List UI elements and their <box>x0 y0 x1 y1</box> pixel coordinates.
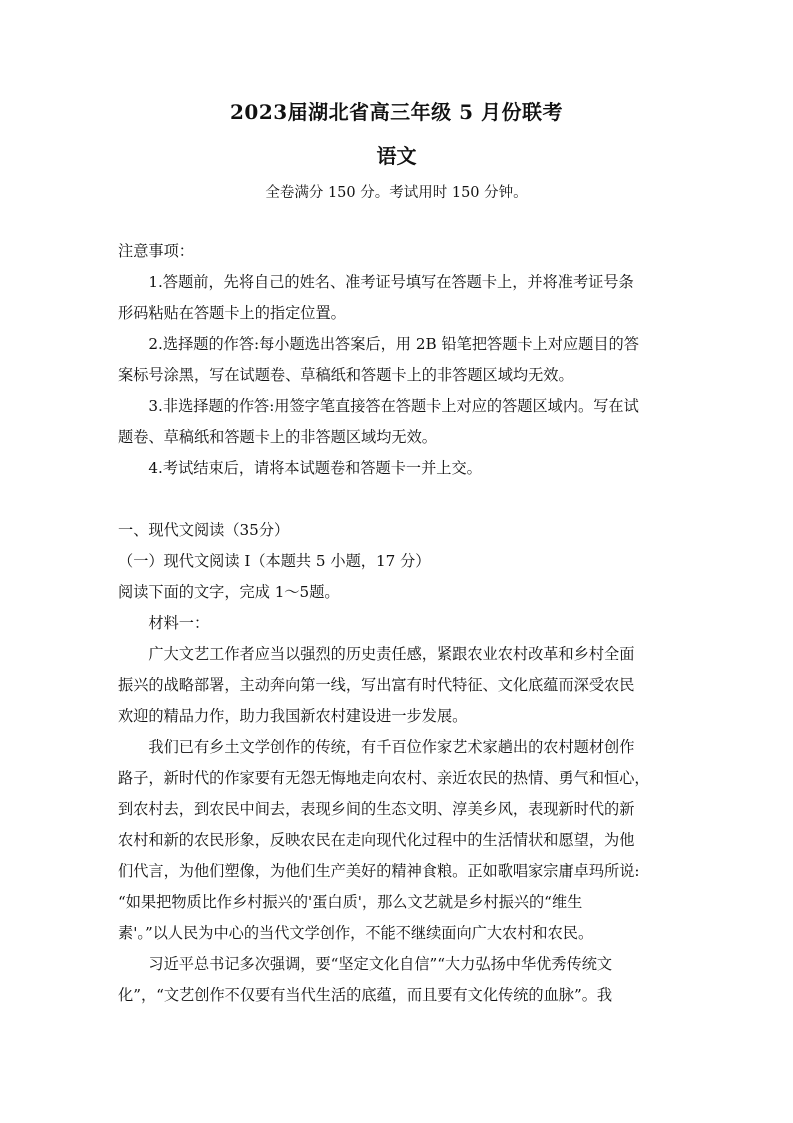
passage-p1-line-3: 欢迎的精品力作，助力我国新农村建设进一步发展。 <box>118 707 468 725</box>
spacer <box>118 484 678 515</box>
notice-item-2-line-2: 案标号涂黑，写在试题卷、草稿纸和答题卡上的非答题区域均无效。 <box>118 366 574 384</box>
section-instruction: 阅读下面的文字，完成 1～5题。 <box>118 583 340 601</box>
exam-meta: 全卷满分 150 分。考试用时 150 分钟。 <box>265 185 528 201</box>
section-subheading: （一）现代文阅读 I（本题共 5 小题，17 分） <box>118 552 431 570</box>
notice-heading: 注意事项： <box>118 242 194 260</box>
notice-item-4-line-1: 4.考试结束后，请将本试题卷和答题卡一并上交。 <box>148 459 482 477</box>
passage-p2-line-3: 到农村去，到农民中间去，表现乡间的生态文明、淳美乡风，表现新时代的新 <box>118 800 635 818</box>
passage-p2-line-2: 路子，新时代的作家要有无怨无悔地走向农村、亲近农民的热情、勇气和恒心， <box>118 769 650 787</box>
passage-p2-line-1: 我们已有乡土文学创作的传统，有千百位作家艺术家趟出的农村题材创作 <box>148 738 635 756</box>
notice-item-3-line-2: 题卷、草稿纸和答题卡上的非答题区域均无效。 <box>118 428 437 446</box>
passage-p2-line-6: “如果把物质比作乡村振兴的'蛋白质'，那么文艺就是乡村振兴的“维生 <box>118 893 583 911</box>
section-heading: 一、现代文阅读（35分） <box>118 521 290 539</box>
passage-p2-line-4: 农村和新的农民形象，反映农民在走向现代化过程中的生活情状和愿望，为他 <box>118 831 635 849</box>
material-label: 材料一： <box>148 614 210 632</box>
notice-item-3-line-1: 3.非选择题的作答:用签字笔直接答在答题卡上对应的答题区域内。写在试 <box>148 397 639 415</box>
passage-p3-line-1: 习近平总书记多次强调，要“坚定文化自信”“大力弘扬中华优秀传统文 <box>148 955 613 973</box>
subject-title: 语文 <box>376 144 417 168</box>
notice-item-1-line-2: 形码粘贴在答题卡上的指定位置。 <box>118 304 346 322</box>
passage-p2-line-7: 素'。”以人民为中心的当代文学创作，不能不继续面向广大农村和农民。 <box>118 924 594 942</box>
exam-body <box>118 236 678 1011</box>
passage-p1-line-1: 广大文艺工作者应当以强烈的历史责任感，紧跟农业农村改革和乡村全面 <box>148 645 635 663</box>
notice-item-1-line-1: 1.答题前，先将自己的姓名、准考证号填写在答题卡上，并将准考证号条 <box>148 273 634 291</box>
passage-p1-line-2: 振兴的战略部署，主动奔向第一线，写出富有时代特征、文化底蕴而深受农民 <box>118 676 635 694</box>
passage-p2-line-5: 们代言，为他们塑像，为他们生产美好的精神食粮。正如歌唱家宗庸卓玛所说: <box>118 862 640 880</box>
notice-item-2-line-1: 2.选择题的作答:每小题选出答案后，用 2B 铅笔把答题卡上对应题目的答 <box>148 335 639 353</box>
exam-title: 2023届湖北省高三年级 5 月份联考 <box>229 100 563 124</box>
passage-p3-line-2: 化”，“文艺创作不仅要有当代生活的底蕴，而且要有文化传统的血脉”。我 <box>118 986 613 1004</box>
